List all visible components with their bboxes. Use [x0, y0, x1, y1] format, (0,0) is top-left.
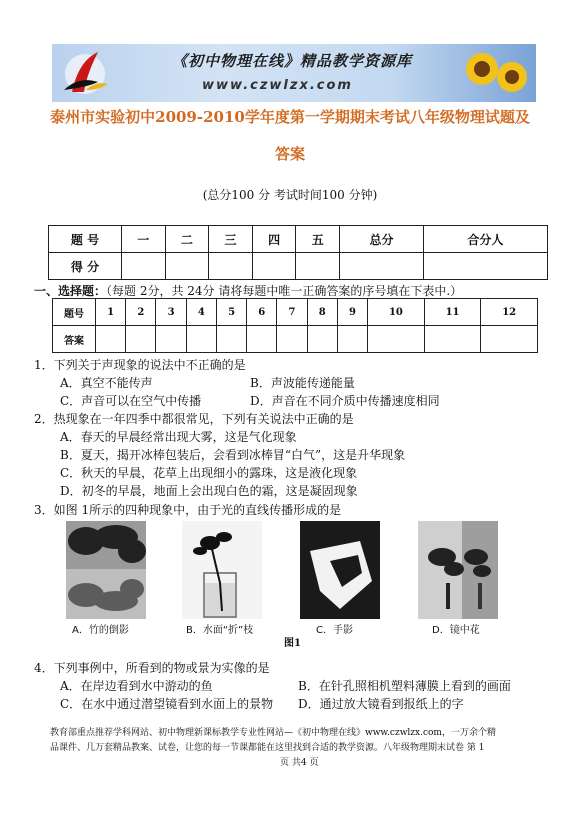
bamboo-reflection-photo: [66, 521, 146, 619]
site-logo-icon: [52, 44, 122, 102]
score-header-cell: 三: [209, 226, 253, 253]
question-3-stem: 3．如图 1所示的四种现象中，由于光的直线传播形成的是: [34, 503, 342, 517]
question-1-option-d: D．声音在不同介质中传播速度相同: [250, 394, 440, 408]
answer-table-number-row: [53, 299, 538, 326]
question-number-cell: 6: [247, 299, 277, 326]
question-number-cell: 3: [156, 299, 186, 326]
mirror-flower-photo: [418, 521, 498, 619]
question-number-cell: 12: [481, 299, 538, 326]
answer-row-label: 答案: [53, 326, 96, 353]
section-title: 一、选择题：: [34, 284, 107, 298]
figure-caption-b: B．水面“折”枝: [186, 625, 254, 636]
score-table-header-row: [49, 226, 548, 253]
footer-line: 教育部重点推荐学科网站、初中物理新课标教学专业性网站—《初中物理在线》www.czwlzx.com，一万余个精: [50, 728, 496, 738]
score-cell: [340, 253, 424, 280]
answer-cell: [156, 326, 186, 353]
question-number-cell: 10: [368, 299, 425, 326]
answer-cell: [424, 326, 481, 353]
question-1-option-a: A．真空不能传声: [60, 376, 153, 390]
question-number-cell: 8: [307, 299, 337, 326]
page-footer: [50, 726, 538, 771]
answer-table-answer-row: [53, 326, 538, 353]
score-header-cell: 二: [165, 226, 209, 253]
score-cell: [252, 253, 296, 280]
score-table: [48, 225, 548, 280]
question-2-option-b: B．夏天，揭开冰棒包装后，会看到冰棒冒“白气”，这是升华现象: [60, 448, 406, 462]
score-header-cell: 四: [252, 226, 296, 253]
answer-cell: [481, 326, 538, 353]
page-number: 页 共4 页: [280, 758, 319, 768]
score-cell: [209, 253, 253, 280]
answer-cell: [277, 326, 307, 353]
question-4-option-b: B．在针孔照相机塑料薄膜上看到的画面: [298, 679, 511, 693]
question-number-cell: 2: [126, 299, 156, 326]
question-number-cell: 5: [216, 299, 246, 326]
score-cell: [122, 253, 166, 280]
section-heading: [34, 282, 462, 299]
figure-caption-a: A．竹的倒影: [72, 625, 129, 636]
score-table-score-row: [49, 253, 548, 280]
hand-shadow-photo: [300, 521, 380, 619]
answer-cell: [307, 326, 337, 353]
question-4-option-c: C．在水中通过潜望镜看到水面上的景物: [60, 697, 274, 711]
question-4-stem: 4．下列事例中，所看到的物或景为实像的是: [34, 661, 270, 675]
answer-table: [52, 298, 538, 353]
figure-caption-d: D．镜中花: [432, 625, 480, 636]
question-number-cell: 11: [424, 299, 481, 326]
score-header-cell: 题 号: [49, 226, 122, 253]
header-banner: [52, 44, 536, 102]
figure-label: 图1: [284, 638, 301, 649]
score-row-label: 得 分: [49, 253, 122, 280]
question-2-stem: 2．热现象在一年四季中都很常见，下列有关说法中正确的是: [34, 412, 354, 426]
question-number-cell: 4: [186, 299, 216, 326]
question-2-option-c: C．秋天的早晨，花草上出现细小的露珠，这是液化现象: [60, 466, 358, 480]
question-number-cell: 1: [96, 299, 126, 326]
footer-line: 品课件、几万套精品教案、试卷，让您的每一节课都能在这里找到合适的教学资源。八年级物理期末试卷 第 1: [50, 743, 485, 753]
question-number-cell: 7: [277, 299, 307, 326]
exam-subtitle: (总分100 分 考试时间100 分钟): [202, 188, 378, 202]
figure-1: [66, 521, 506, 641]
score-header-cell: 合分人: [423, 226, 547, 253]
question-number-cell: 9: [337, 299, 367, 326]
score-header-cell: 一: [122, 226, 166, 253]
score-header-cell: 五: [296, 226, 340, 253]
answer-cell: [126, 326, 156, 353]
answer-cell: [186, 326, 216, 353]
question-2-option-d: D．初冬的早晨，地面上会出现白色的霜，这是凝固现象: [60, 484, 358, 498]
answer-header-label: 题号: [53, 299, 96, 326]
exam-title-continued: 答案: [274, 145, 305, 163]
question-1-option-b: B．声波能传递能量: [250, 376, 355, 390]
exam-title: 泰州市实验初中2009-2010学年度第一学期期末考试八年级物理试题及: [50, 108, 530, 126]
score-header-cell: 总分: [340, 226, 424, 253]
score-cell: [423, 253, 547, 280]
score-cell: [165, 253, 209, 280]
answer-cell: [96, 326, 126, 353]
question-1-stem: 1．下列关于声现象的说法中不正确的是: [34, 358, 246, 372]
answer-cell: [368, 326, 425, 353]
answer-cell: [337, 326, 367, 353]
question-1-option-c: C．声音可以在空气中传播: [60, 394, 202, 408]
bent-branch-photo: [182, 521, 262, 619]
question-4-option-a: A．在岸边看到水中游动的鱼: [60, 679, 213, 693]
question-4-option-d: D．通过放大镜看到报纸上的字: [298, 697, 464, 711]
sunflower-icon: [460, 47, 530, 99]
banner-url: www.czwlzx.com: [202, 78, 353, 93]
figure-caption-c: C．手影: [316, 625, 353, 636]
answer-cell: [247, 326, 277, 353]
banner-title: 《初中物理在线》精品教学资源库: [172, 52, 413, 70]
section-instruction: （每题 2分，共 24分 请将每题中唯一正确答案的序号填在下表中.）: [106, 284, 463, 298]
score-cell: [296, 253, 340, 280]
question-2-option-a: A．春天的早晨经常出现大雾，这是气化现象: [60, 430, 297, 444]
answer-cell: [216, 326, 246, 353]
